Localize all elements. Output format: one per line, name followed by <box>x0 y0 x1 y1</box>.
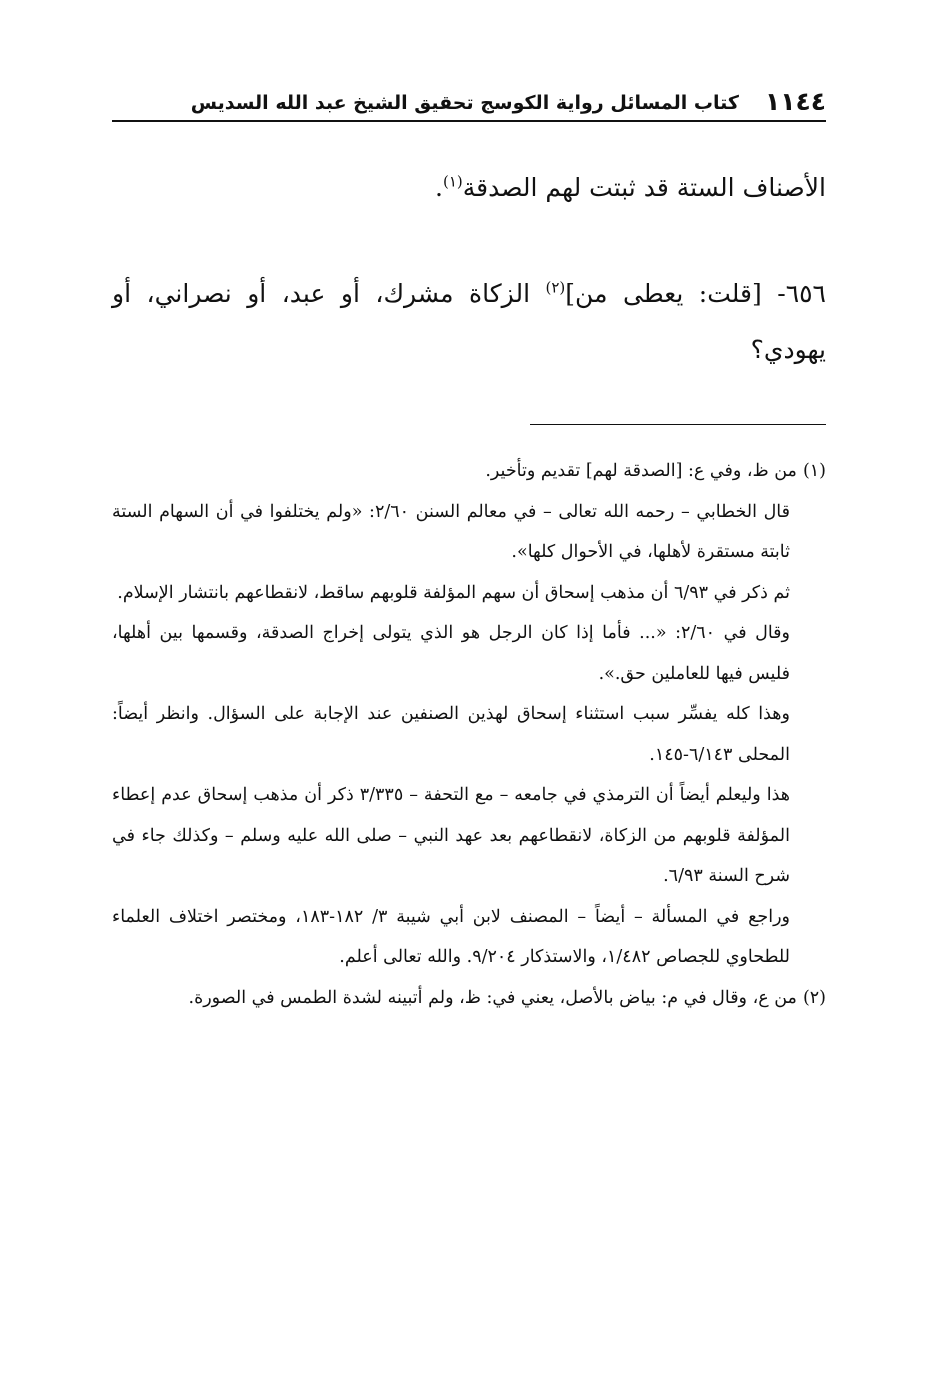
footnote-1-paragraph: وقال في ٢/٦٠: «... فأما إذا كان الرجل هو الذي يتولى إخراج الصدقة، وقسمها بين أهلها، فليس فيها للعاملين حق.». <box>112 623 790 684</box>
footnote-ref-2: (٢) <box>545 278 566 297</box>
running-title: كتاب المسائل رواية الكوسج تحقيق الشيخ عبد الله السديس <box>190 92 739 115</box>
page-header <box>112 84 826 122</box>
footnote-1-paragraph: هذا وليعلم أيضاً أن الترمذي في جامعه – مع التحفة – ٣/٣٣٥ ذكر أن مذهب إسحاق عدم إعطاء المؤلفة قلوبهم من الزكاة، لانقطاعهم بعد عهد النبي – صلى الله عليه وسلم – وكذلك جاء في شرح السنة ٦/٩٣. <box>112 785 791 886</box>
question-part-2: الزكاة مشرك، أو عبد، أو نصراني، أو يهودي؟ <box>112 279 826 364</box>
footnote-1-paragraph: ثم ذكر في ٦/٩٣ أن مذهب إسحاق أن سهم المؤلفة قلوبهم ساقط، لانقطاعهم بانتشار الإسلام. <box>117 582 790 603</box>
footnote-1-paragraph: وراجع في المسألة – أيضاً – المصنف لابن أبي شيبة ٣/ ١٨٢-١٨٣، ومختصر اختلاف العلماء للطحاوي للجصاص ١/٤٨٢، والاستذكار ٩/٢٠٤. والله تعالى أعلم. <box>112 906 790 967</box>
footnote-1-text: من ظ، وفي ع: [الصدقة لهم] تقديم وتأخير. <box>485 461 797 481</box>
main-paragraph-1 <box>112 160 826 216</box>
footnote-2-line <box>112 978 826 1019</box>
footnote-ref-1: (١) <box>442 172 463 191</box>
footnotes <box>112 451 826 1018</box>
footnote-separator <box>530 424 826 425</box>
question-number: ٦٥٦ <box>785 279 826 308</box>
footnote-2-marker: (٢) <box>802 987 826 1008</box>
paragraph-1-text: الأصناف الستة قد ثبتت لهم الصدقة <box>462 173 826 202</box>
footnote-2-text: من ع، وقال في م: بياض بالأصل، يعني في: ظ، ولم أتبينه لشدة الطمس في الصورة. <box>188 987 797 1008</box>
footnote-1-paragraph: وهذا كله يفسِّر سبب استثناء إسحاق لهذين الصنفين عند الإجابة على السؤال. وانظر أيضاً: المحلى ٦/١٤٣-١٤٥. <box>112 704 790 765</box>
footnote-1-paragraph: قال الخطابي – رحمه الله تعالى – في معالم السنن ٢/٦٠: «ولم يختلفوا في أن السهام الستة ثابتة مستقرة لأهلها، في الأحوال كلها». <box>112 501 790 562</box>
question-656: ٦٥٦- [قلت: يعطى من]$^{(٢)}$ الزكاة مشرك، أو عبد، أو نصراني، أو يهودي؟ <box>112 278 826 364</box>
footnote-1-marker: (١) <box>802 461 826 481</box>
footnote-1-line <box>112 451 826 492</box>
page-number: ١١٤٤ <box>764 87 826 116</box>
question-part-1: [قلت: يعطى من] <box>565 279 762 308</box>
paragraph-1-end: . <box>435 173 443 202</box>
